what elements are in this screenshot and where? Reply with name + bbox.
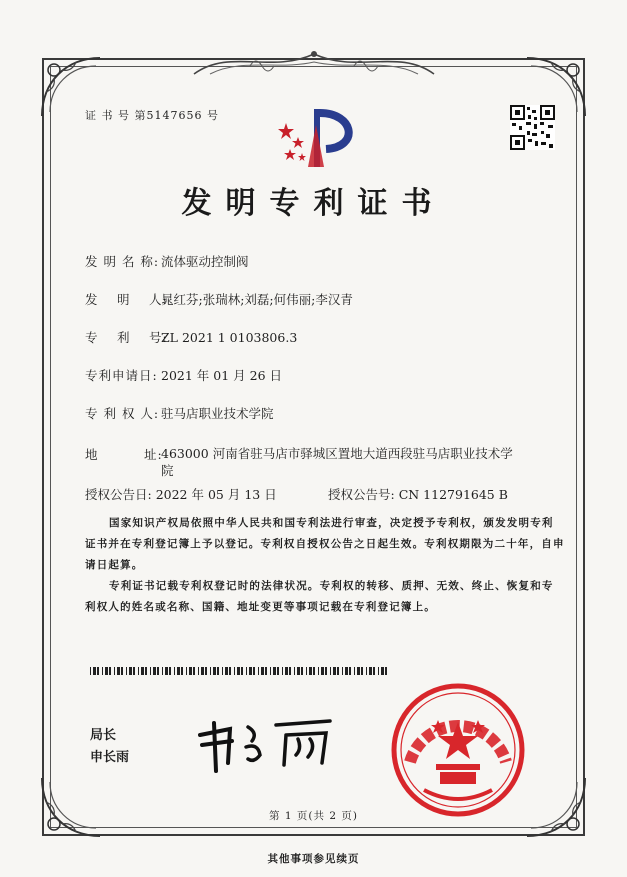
- director-title: 局长: [90, 728, 117, 743]
- publication-number-label: 授权公告号:: [328, 487, 395, 502]
- handwritten-signature-icon: [190, 705, 340, 775]
- certificate-number: 证 书 号 第5147656 号: [85, 109, 219, 122]
- invention-name-row: [85, 252, 249, 270]
- footer-note: 其他事项参见续页: [267, 853, 360, 865]
- filing-date-label: 专利申请日:: [85, 368, 158, 383]
- publication-date-value: 2022 年 05 月 13 日: [155, 487, 277, 502]
- director-name: 申长雨: [90, 750, 130, 765]
- address-label: 地 址:: [85, 447, 163, 462]
- barcode-icon: [90, 667, 390, 675]
- address-value: 463000 河南省驻马店市驿城区置地大道西段驻马店职业技术学院: [161, 446, 513, 478]
- corner-ornament-icon: [36, 772, 106, 842]
- invention-name-value: 流体驱动控制阀: [161, 254, 249, 269]
- corner-ornament-icon: [521, 772, 591, 842]
- patent-number-label: 专 利 号:: [85, 330, 168, 345]
- page-title: 发明专利证书: [181, 186, 446, 221]
- publication-number-value: CN 112791645 B: [398, 487, 508, 502]
- inventor-row: [85, 290, 353, 308]
- filing-date-value: 2021 年 01 月 26 日: [161, 368, 282, 383]
- page-number: 第 1 页(共 2 页): [269, 810, 358, 822]
- inventor-label: 发 明 人:: [85, 292, 168, 307]
- filing-date-row: [85, 366, 282, 384]
- invention-name-label: 发 明 名 称:: [85, 254, 160, 269]
- patent-number-row: [85, 328, 297, 346]
- patentee-label: 专 利 权 人:: [85, 406, 160, 421]
- publication-number: [328, 485, 508, 503]
- cnipa-logo-icon: [268, 103, 368, 173]
- publication-date: [85, 485, 277, 503]
- top-ornament-icon: [190, 44, 438, 80]
- inventor-value: 晁红芬;张瑞林;刘磊;何伟丽;李汉青: [161, 292, 353, 307]
- patentee-row: [85, 404, 274, 422]
- patentee-value: 驻马店职业技术学院: [161, 406, 274, 421]
- official-seal-icon: [388, 680, 528, 820]
- publication-date-label: 授权公告日:: [85, 487, 152, 502]
- patent-number-value: ZL 2021 1 0103806.3: [161, 330, 298, 345]
- grant-statement-paragraph: 国家知识产权局依照中华人民共和国专利法进行审查，决定授予专利权，颁发发明专利证书并在专利登记簿上予以登记。专利权自授权公告之日起生效。专利权期限为二十年，自申请日起算。: [85, 517, 565, 571]
- address-row: [85, 445, 161, 463]
- qr-code-icon: [510, 105, 555, 150]
- legal-status-paragraph: 专利证书记载专利权登记时的法律状况。专利权的转移、质押、无效、终止、恢复和专利权人的姓名或名称、国籍、地址变更等事项记载在专利登记簿上。: [85, 580, 554, 613]
